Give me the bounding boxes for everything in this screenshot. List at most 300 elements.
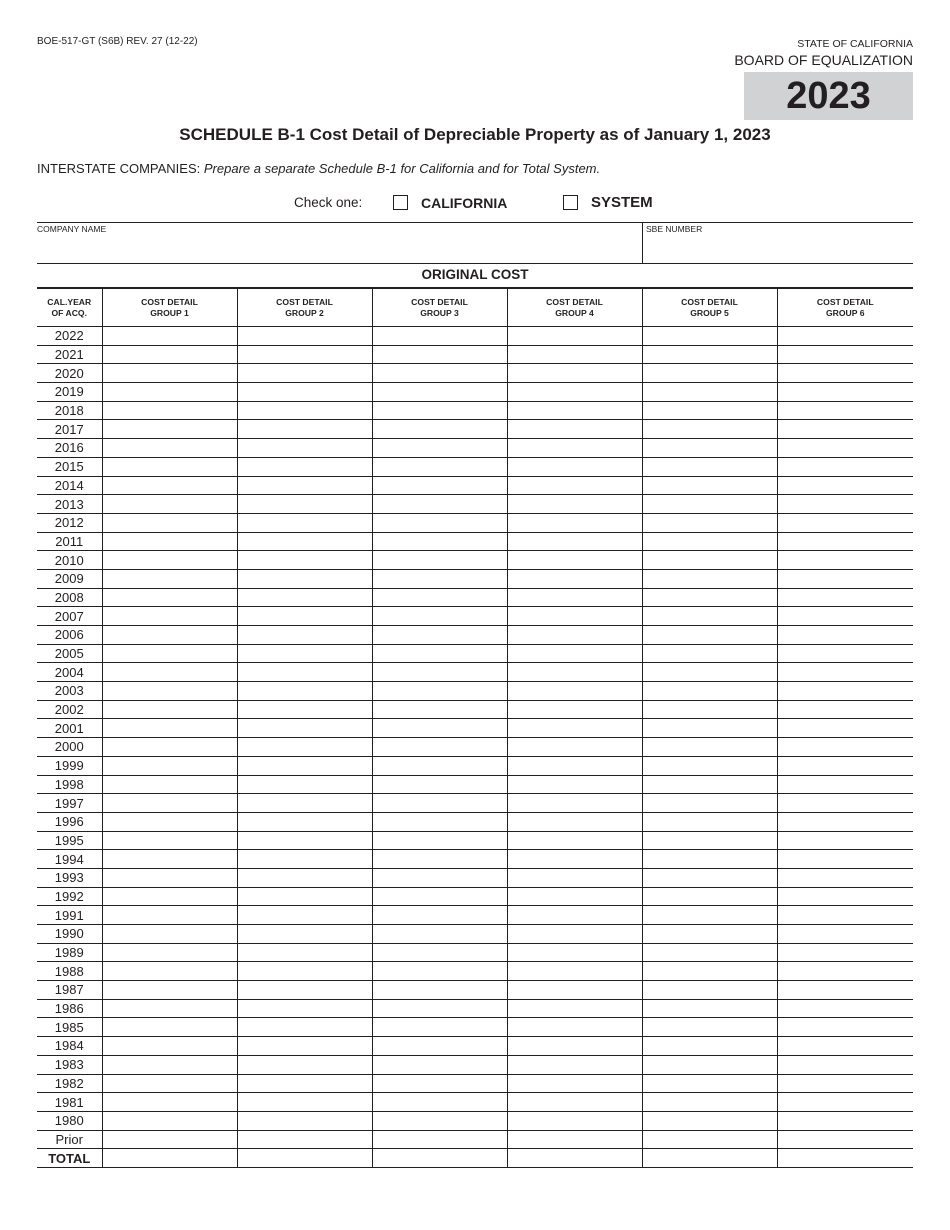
cost-input-cell[interactable] — [642, 756, 777, 775]
cost-input-cell[interactable] — [642, 364, 777, 383]
year-cell: 1994 — [37, 850, 102, 869]
table-row — [37, 1037, 913, 1056]
cost-input-cell[interactable] — [777, 626, 913, 645]
table-row — [37, 999, 913, 1018]
cost-input-cell[interactable] — [777, 457, 913, 476]
cost-input-cell[interactable] — [102, 719, 237, 738]
cost-input-cell[interactable] — [237, 775, 372, 794]
cost-input-cell[interactable] — [507, 439, 642, 458]
cost-input-cell[interactable] — [372, 420, 507, 439]
cost-input-cell[interactable] — [102, 495, 237, 514]
cost-input-cell[interactable] — [372, 700, 507, 719]
cost-input-cell[interactable] — [237, 831, 372, 850]
cost-input-cell[interactable] — [102, 644, 237, 663]
cost-input-cell[interactable] — [237, 1111, 372, 1130]
cost-input-cell[interactable] — [237, 513, 372, 532]
cost-input-cell[interactable] — [777, 327, 913, 346]
cost-input-cell[interactable] — [507, 906, 642, 925]
cost-input-cell[interactable] — [237, 439, 372, 458]
cost-input-cell[interactable] — [237, 1149, 372, 1168]
cost-input-cell[interactable] — [507, 775, 642, 794]
cost-input-cell[interactable] — [372, 439, 507, 458]
cost-input-cell[interactable] — [102, 756, 237, 775]
cost-input-cell[interactable] — [102, 1149, 237, 1168]
cost-input-cell[interactable] — [777, 1018, 913, 1037]
cost-input-cell[interactable] — [777, 644, 913, 663]
cost-input-cell[interactable] — [507, 831, 642, 850]
year-cell: 2000 — [37, 738, 102, 757]
cost-input-cell[interactable] — [372, 775, 507, 794]
cost-input-cell[interactable] — [507, 1111, 642, 1130]
cost-input-cell[interactable] — [507, 962, 642, 981]
cost-input-cell[interactable] — [237, 588, 372, 607]
cost-input-cell[interactable] — [102, 420, 237, 439]
cost-input-cell[interactable] — [372, 887, 507, 906]
cost-input-cell[interactable] — [237, 1074, 372, 1093]
cost-input-cell[interactable] — [237, 700, 372, 719]
cost-input-cell[interactable] — [642, 401, 777, 420]
cost-input-cell[interactable] — [507, 682, 642, 701]
cost-input-cell[interactable] — [372, 1037, 507, 1056]
cost-input-cell[interactable] — [507, 1055, 642, 1074]
cost-input-cell[interactable] — [102, 999, 237, 1018]
cost-input-cell[interactable] — [372, 850, 507, 869]
cost-input-cell[interactable] — [102, 327, 237, 346]
cost-input-cell[interactable] — [507, 327, 642, 346]
cost-input-cell[interactable] — [642, 1055, 777, 1074]
cost-input-cell[interactable] — [642, 439, 777, 458]
cost-input-cell[interactable] — [237, 1093, 372, 1112]
cost-input-cell[interactable] — [642, 495, 777, 514]
original-cost-heading: ORIGINAL COST — [421, 267, 529, 282]
cost-input-cell[interactable] — [507, 1130, 642, 1149]
cost-input-cell[interactable] — [507, 588, 642, 607]
cost-input-cell[interactable] — [642, 626, 777, 645]
cost-input-cell[interactable] — [777, 663, 913, 682]
cost-input-cell[interactable] — [777, 962, 913, 981]
cost-input-cell[interactable] — [777, 1149, 913, 1168]
cost-input-cell[interactable] — [237, 1055, 372, 1074]
company-name-field[interactable] — [38, 236, 642, 264]
cost-input-cell[interactable] — [507, 700, 642, 719]
cost-input-cell[interactable] — [372, 513, 507, 532]
cost-input-cell[interactable] — [102, 981, 237, 1000]
cost-input-cell[interactable] — [237, 327, 372, 346]
cost-input-cell[interactable] — [102, 868, 237, 887]
cost-input-cell[interactable] — [507, 345, 642, 364]
cost-input-cell[interactable] — [237, 663, 372, 682]
cost-input-cell[interactable] — [237, 850, 372, 869]
cost-input-cell[interactable] — [237, 551, 372, 570]
cost-input-cell[interactable] — [777, 401, 913, 420]
cost-input-cell[interactable] — [777, 476, 913, 495]
cost-input-cell[interactable] — [102, 532, 237, 551]
cost-input-cell[interactable] — [777, 569, 913, 588]
cost-input-cell[interactable] — [372, 495, 507, 514]
cost-input-cell[interactable] — [372, 925, 507, 944]
cost-input-cell[interactable] — [102, 850, 237, 869]
cost-input-cell[interactable] — [642, 476, 777, 495]
cost-input-cell[interactable] — [102, 775, 237, 794]
california-checkbox[interactable] — [393, 195, 408, 210]
cost-input-cell[interactable] — [777, 719, 913, 738]
cost-input-cell[interactable] — [237, 401, 372, 420]
year-cell: 2019 — [37, 383, 102, 402]
cost-input-cell[interactable] — [102, 1037, 237, 1056]
cost-input-cell[interactable] — [777, 794, 913, 813]
cost-input-cell[interactable] — [102, 364, 237, 383]
cost-input-cell[interactable] — [372, 569, 507, 588]
cost-input-cell[interactable] — [777, 1074, 913, 1093]
cost-input-cell[interactable] — [507, 401, 642, 420]
cost-input-cell[interactable] — [237, 1018, 372, 1037]
cost-input-cell[interactable] — [777, 495, 913, 514]
cost-input-cell[interactable] — [372, 588, 507, 607]
cost-input-cell[interactable] — [102, 551, 237, 570]
cost-input-cell[interactable] — [642, 925, 777, 944]
cost-input-cell[interactable] — [507, 943, 642, 962]
cost-input-cell[interactable] — [777, 906, 913, 925]
cost-input-cell[interactable] — [237, 626, 372, 645]
cost-input-cell[interactable] — [642, 1111, 777, 1130]
cost-input-cell[interactable] — [507, 1018, 642, 1037]
cost-input-cell[interactable] — [777, 420, 913, 439]
column-header-line: CAL.YEAR — [47, 296, 92, 307]
cost-input-cell[interactable] — [642, 906, 777, 925]
cost-input-cell[interactable] — [507, 663, 642, 682]
cost-input-cell[interactable] — [372, 457, 507, 476]
cost-input-cell[interactable] — [777, 551, 913, 570]
cost-input-cell[interactable] — [507, 644, 642, 663]
cost-input-cell[interactable] — [507, 719, 642, 738]
cost-input-cell[interactable] — [642, 775, 777, 794]
cost-input-cell[interactable] — [372, 1018, 507, 1037]
table-row — [37, 457, 913, 476]
cost-input-cell[interactable] — [102, 383, 237, 402]
cost-input-cell[interactable] — [237, 1130, 372, 1149]
cost-input-cell[interactable] — [642, 345, 777, 364]
cost-input-cell[interactable] — [507, 607, 642, 626]
cost-input-cell[interactable] — [372, 719, 507, 738]
cost-input-cell[interactable] — [507, 532, 642, 551]
cost-input-cell[interactable] — [777, 868, 913, 887]
cost-input-cell[interactable] — [642, 513, 777, 532]
cost-input-cell[interactable] — [372, 663, 507, 682]
cost-input-cell[interactable] — [642, 1130, 777, 1149]
cost-input-cell[interactable] — [372, 962, 507, 981]
cost-input-cell[interactable] — [642, 981, 777, 1000]
cost-input-cell[interactable] — [102, 476, 237, 495]
cost-input-cell[interactable] — [642, 738, 777, 757]
cost-input-cell[interactable] — [237, 682, 372, 701]
cost-input-cell[interactable] — [102, 626, 237, 645]
cost-input-cell[interactable] — [642, 420, 777, 439]
cost-input-cell[interactable] — [777, 831, 913, 850]
cost-input-cell[interactable] — [372, 738, 507, 757]
cost-input-cell[interactable] — [777, 981, 913, 1000]
cost-input-cell[interactable] — [507, 1149, 642, 1168]
cost-input-cell[interactable] — [237, 495, 372, 514]
cost-input-cell[interactable] — [237, 569, 372, 588]
cost-input-cell[interactable] — [507, 756, 642, 775]
year-cell: 1991 — [37, 906, 102, 925]
cost-input-cell[interactable] — [102, 700, 237, 719]
cost-input-cell[interactable] — [507, 364, 642, 383]
cost-input-cell[interactable] — [642, 588, 777, 607]
cost-input-cell[interactable] — [507, 513, 642, 532]
cost-input-cell[interactable] — [507, 420, 642, 439]
cost-input-cell[interactable] — [237, 719, 372, 738]
cost-input-cell[interactable] — [777, 812, 913, 831]
system-checkbox[interactable] — [563, 195, 578, 210]
cost-input-cell[interactable] — [507, 1093, 642, 1112]
cost-input-cell[interactable] — [372, 383, 507, 402]
column-header-line: GROUP 4 — [555, 307, 594, 318]
cost-input-cell[interactable] — [237, 364, 372, 383]
cost-input-cell[interactable] — [372, 906, 507, 925]
cost-input-cell[interactable] — [777, 775, 913, 794]
year-cell: 1987 — [37, 981, 102, 1000]
cost-input-cell[interactable] — [777, 1111, 913, 1130]
cost-input-cell[interactable] — [372, 401, 507, 420]
cost-input-cell[interactable] — [642, 1018, 777, 1037]
cost-input-cell[interactable] — [642, 812, 777, 831]
cost-input-cell[interactable] — [102, 345, 237, 364]
cost-input-cell[interactable] — [507, 383, 642, 402]
cost-input-cell[interactable] — [237, 756, 372, 775]
cost-input-cell[interactable] — [777, 345, 913, 364]
cost-input-cell[interactable] — [372, 756, 507, 775]
cost-input-cell[interactable] — [642, 383, 777, 402]
cost-input-cell[interactable] — [372, 1149, 507, 1168]
cost-input-cell[interactable] — [237, 476, 372, 495]
table-row — [37, 1111, 913, 1130]
cost-input-cell[interactable] — [642, 850, 777, 869]
cost-input-cell[interactable] — [642, 607, 777, 626]
cost-input-cell[interactable] — [372, 551, 507, 570]
cost-input-cell[interactable] — [507, 925, 642, 944]
cost-input-cell[interactable] — [777, 1093, 913, 1112]
cost-input-cell[interactable] — [102, 887, 237, 906]
cost-input-cell[interactable] — [777, 1055, 913, 1074]
cost-input-cell[interactable] — [507, 569, 642, 588]
cost-input-cell[interactable] — [102, 943, 237, 962]
cost-input-cell[interactable] — [102, 569, 237, 588]
cost-input-cell[interactable] — [642, 644, 777, 663]
cost-input-cell[interactable] — [777, 532, 913, 551]
cost-input-cell[interactable] — [507, 794, 642, 813]
cost-input-cell[interactable] — [372, 1093, 507, 1112]
cost-input-cell[interactable] — [642, 999, 777, 1018]
cost-input-cell[interactable] — [642, 1149, 777, 1168]
cost-input-cell[interactable] — [237, 532, 372, 551]
cost-input-cell[interactable] — [372, 327, 507, 346]
cost-input-cell[interactable] — [642, 831, 777, 850]
cost-input-cell[interactable] — [507, 738, 642, 757]
cost-input-cell[interactable] — [777, 943, 913, 962]
cost-input-cell[interactable] — [507, 868, 642, 887]
cost-input-cell[interactable] — [777, 925, 913, 944]
divider — [37, 263, 913, 264]
cost-input-cell[interactable] — [777, 850, 913, 869]
cost-input-cell[interactable] — [237, 943, 372, 962]
cost-input-cell[interactable] — [777, 756, 913, 775]
cost-input-cell[interactable] — [642, 1093, 777, 1112]
cost-input-cell[interactable] — [507, 999, 642, 1018]
cost-input-cell[interactable] — [777, 588, 913, 607]
cost-input-cell[interactable] — [237, 962, 372, 981]
cost-input-cell[interactable] — [642, 1074, 777, 1093]
cost-input-cell[interactable] — [777, 383, 913, 402]
cost-input-cell[interactable] — [102, 962, 237, 981]
cost-input-cell[interactable] — [237, 906, 372, 925]
cost-input-cell[interactable] — [777, 607, 913, 626]
cost-input-cell[interactable] — [102, 1018, 237, 1037]
table-row — [37, 532, 913, 551]
system-checkbox-label: SYSTEM — [591, 194, 653, 211]
cost-input-cell[interactable] — [642, 943, 777, 962]
cost-input-cell[interactable] — [372, 943, 507, 962]
cost-input-cell[interactable] — [777, 1037, 913, 1056]
cost-input-cell[interactable] — [237, 607, 372, 626]
cost-input-cell[interactable] — [102, 794, 237, 813]
cost-input-cell[interactable] — [507, 551, 642, 570]
cost-input-cell[interactable] — [372, 644, 507, 663]
cost-input-cell[interactable] — [642, 532, 777, 551]
cost-input-cell[interactable] — [102, 925, 237, 944]
year-cell: 1992 — [37, 887, 102, 906]
cost-input-cell[interactable] — [102, 906, 237, 925]
cost-input-cell[interactable] — [237, 383, 372, 402]
cost-input-cell[interactable] — [102, 607, 237, 626]
cost-input-cell[interactable] — [372, 794, 507, 813]
cost-input-cell[interactable] — [237, 887, 372, 906]
table-row — [37, 364, 913, 383]
cost-input-cell[interactable] — [777, 513, 913, 532]
cost-input-cell[interactable] — [642, 569, 777, 588]
cost-input-cell[interactable] — [102, 1074, 237, 1093]
table-row — [37, 1055, 913, 1074]
cost-input-cell[interactable] — [642, 1037, 777, 1056]
cost-input-cell[interactable] — [237, 981, 372, 1000]
cost-input-cell[interactable] — [642, 962, 777, 981]
cost-input-cell[interactable] — [102, 663, 237, 682]
year-cell: 1982 — [37, 1074, 102, 1093]
year-cell: 2021 — [37, 345, 102, 364]
cost-input-cell[interactable] — [642, 868, 777, 887]
cost-input-cell[interactable] — [372, 1055, 507, 1074]
cost-input-cell[interactable] — [777, 999, 913, 1018]
cost-input-cell[interactable] — [237, 868, 372, 887]
cost-input-cell[interactable] — [102, 812, 237, 831]
cost-input-cell[interactable] — [237, 345, 372, 364]
cost-input-cell[interactable] — [372, 1074, 507, 1093]
cost-input-cell[interactable] — [102, 439, 237, 458]
cost-input-cell[interactable] — [642, 887, 777, 906]
cost-input-cell[interactable] — [102, 513, 237, 532]
cost-input-cell[interactable] — [372, 831, 507, 850]
cost-input-cell[interactable] — [372, 364, 507, 383]
cost-input-cell[interactable] — [237, 420, 372, 439]
cost-input-cell[interactable] — [507, 850, 642, 869]
cost-input-cell[interactable] — [372, 812, 507, 831]
year-cell: 2018 — [37, 401, 102, 420]
cost-input-cell[interactable] — [642, 682, 777, 701]
cost-input-cell[interactable] — [102, 738, 237, 757]
cost-input-cell[interactable] — [372, 1130, 507, 1149]
cost-input-cell[interactable] — [102, 682, 237, 701]
sbe-number-field[interactable] — [646, 236, 914, 264]
cost-input-cell[interactable] — [777, 738, 913, 757]
cost-input-cell[interactable] — [372, 532, 507, 551]
cost-input-cell[interactable] — [237, 457, 372, 476]
cost-input-cell[interactable] — [372, 999, 507, 1018]
year-cell: 2015 — [37, 457, 102, 476]
cost-input-cell[interactable] — [102, 1130, 237, 1149]
cost-input-cell[interactable] — [237, 644, 372, 663]
table-row — [37, 439, 913, 458]
cost-input-cell[interactable] — [777, 887, 913, 906]
cost-input-cell[interactable] — [507, 812, 642, 831]
cost-input-cell[interactable] — [372, 345, 507, 364]
cost-input-cell[interactable] — [237, 794, 372, 813]
cost-input-cell[interactable] — [507, 981, 642, 1000]
cost-input-cell[interactable] — [507, 887, 642, 906]
cost-input-cell[interactable] — [507, 476, 642, 495]
form-id: BOE-517-GT (S6B) REV. 27 (12-22) — [37, 36, 198, 47]
cost-input-cell[interactable] — [507, 1074, 642, 1093]
cost-input-cell[interactable] — [642, 551, 777, 570]
cost-input-cell[interactable] — [102, 457, 237, 476]
cost-input-cell[interactable] — [237, 925, 372, 944]
cost-input-cell[interactable] — [102, 1111, 237, 1130]
cost-input-cell[interactable] — [372, 868, 507, 887]
cost-input-cell[interactable] — [237, 738, 372, 757]
year-cell: 1986 — [37, 999, 102, 1018]
cost-input-cell[interactable] — [507, 1037, 642, 1056]
cost-input-cell[interactable] — [102, 401, 237, 420]
cost-input-cell[interactable] — [102, 831, 237, 850]
cost-input-cell[interactable] — [642, 327, 777, 346]
cost-input-cell[interactable] — [102, 588, 237, 607]
cost-input-cell[interactable] — [642, 794, 777, 813]
cost-input-cell[interactable] — [642, 700, 777, 719]
cost-input-cell[interactable] — [777, 439, 913, 458]
cost-input-cell[interactable] — [372, 682, 507, 701]
cost-input-cell[interactable] — [507, 457, 642, 476]
cost-input-cell[interactable] — [237, 999, 372, 1018]
cost-input-cell[interactable] — [102, 1055, 237, 1074]
cost-input-cell[interactable] — [507, 626, 642, 645]
table-row — [37, 906, 913, 925]
cost-input-cell[interactable] — [372, 626, 507, 645]
cost-input-cell[interactable] — [777, 364, 913, 383]
cost-input-cell[interactable] — [372, 981, 507, 1000]
cost-input-cell[interactable] — [642, 719, 777, 738]
cost-input-cell[interactable] — [372, 1111, 507, 1130]
cost-input-cell[interactable] — [777, 1130, 913, 1149]
cost-input-cell[interactable] — [507, 495, 642, 514]
cost-input-cell[interactable] — [777, 682, 913, 701]
cost-input-cell[interactable] — [237, 812, 372, 831]
cost-input-cell[interactable] — [237, 1037, 372, 1056]
cost-input-cell[interactable] — [642, 663, 777, 682]
cost-input-cell[interactable] — [372, 607, 507, 626]
cost-input-cell[interactable] — [777, 700, 913, 719]
cost-input-cell[interactable] — [102, 1093, 237, 1112]
cost-input-cell[interactable] — [372, 476, 507, 495]
cost-input-cell[interactable] — [642, 457, 777, 476]
